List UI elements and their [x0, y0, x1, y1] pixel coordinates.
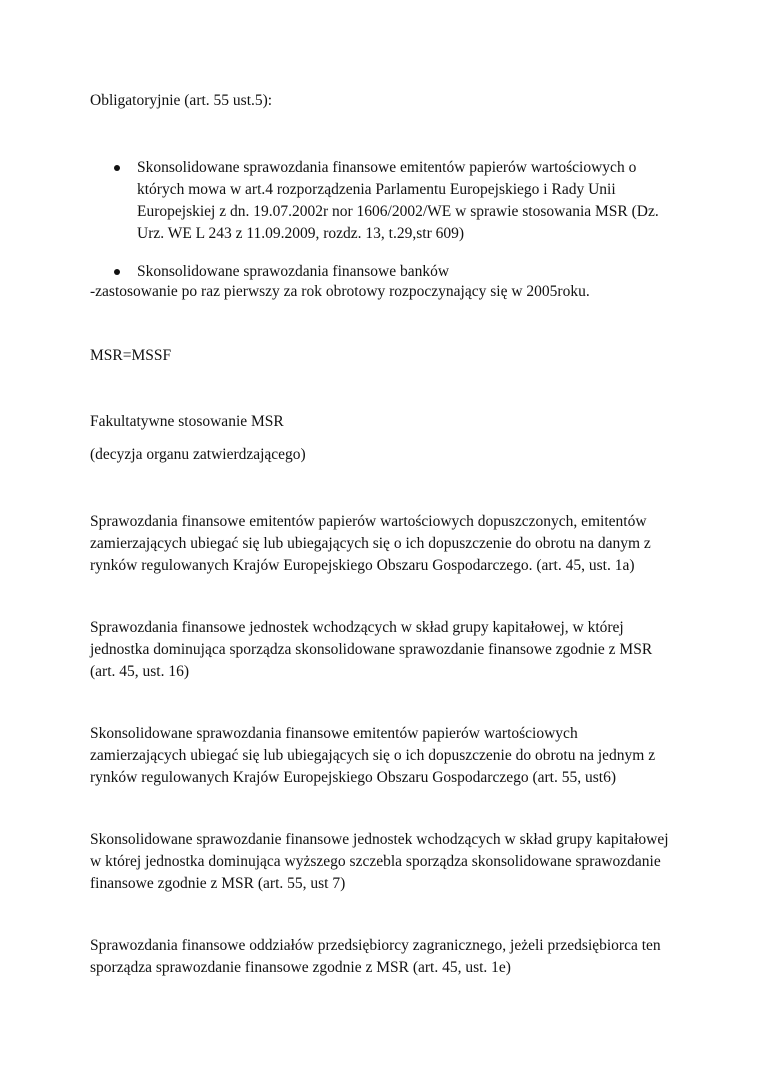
- bullet-line: Skonsolidowane sprawozdania finansowe banków: [137, 263, 450, 280]
- paragraph-line: Sprawozdania finansowe jednostek wchodzących w skład grupy kapitałowej, w której: [90, 619, 624, 636]
- paragraph: [90, 935, 670, 979]
- paragraph: [90, 511, 670, 577]
- bullet-list-1: [90, 157, 670, 245]
- bullet-icon: [114, 269, 120, 275]
- paragraph-line: w której jednostka dominująca wyższego szczebla sporządza skonsolidowane sprawozdanie: [90, 853, 661, 870]
- bullet-line: których mowa w art.4 rozporządzenia Parlamentu Europejskiego i Rady Unii: [137, 181, 616, 198]
- paragraph-line: Skonsolidowane sprawozdania finansowe emitentów papierów wartościowych: [90, 725, 578, 742]
- optional-title: Fakultatywne stosowanie MSR: [90, 413, 284, 430]
- paragraph: [90, 617, 670, 683]
- bullet-line: Skonsolidowane sprawozdania finansowe emitentów papierów wartościowych o: [137, 159, 637, 176]
- paragraph-line: (art. 45, ust. 16): [90, 663, 190, 680]
- paragraph: [90, 723, 670, 789]
- list-item: [90, 157, 670, 245]
- bullet-list-2: [90, 261, 670, 283]
- paragraph-line: Sprawozdania finansowe emitentów papierów wartościowych dopuszczonych, emitentów: [90, 513, 647, 530]
- paragraph: [90, 829, 670, 895]
- paragraph-line: finansowe zgodnie z MSR (art. 55, ust 7): [90, 875, 346, 892]
- paragraph-line: zamierzających ubiegać się lub ubiegających się o ich dopuszczenie do obrotu na danym z: [90, 535, 651, 552]
- bullet-icon: [114, 165, 120, 171]
- section-heading-obligatory: Obligatoryjnie (art. 55 ust.5):: [90, 92, 273, 109]
- paragraph-line: rynków regulowanych Krajów Europejskiego Obszaru Gospodarczego. (art. 45, ust. 1a): [90, 557, 635, 574]
- note-first-application: -zastosowanie po raz pierwszy za rok obrotowy rozpoczynający się w 2005roku.: [90, 283, 590, 300]
- paragraph-line: Skonsolidowane sprawozdanie finansowe jednostek wchodzących w skład grupy kapitałowej: [90, 831, 669, 848]
- optional-subtitle: (decyzja organu zatwierdzającego): [90, 446, 306, 463]
- bullet-line: Europejskiej z dn. 19.07.2002r nor 1606/2002/WE w sprawie stosowania MSR (Dz.: [137, 203, 659, 220]
- paragraph-line: rynków regulowanych Krajów Europejskiego Obszaru Gospodarczego (art. 55, ust6): [90, 769, 616, 786]
- paragraph-line: sporządza sprawozdanie finansowe zgodnie z MSR (art. 45, ust. 1e): [90, 959, 511, 976]
- bullet-line: Urz. WE L 243 z 11.09.2009, rozdz. 13, t.29,str 609): [137, 225, 465, 242]
- list-item: [90, 261, 670, 283]
- paragraph-line: zamierzających ubiegać się lub ubiegających się o ich dopuszczenie do obrotu na jednym z: [90, 747, 656, 764]
- equation-msr-mssf: MSR=MSSF: [90, 347, 172, 364]
- paragraph-line: jednostka dominująca sporządza skonsolidowane sprawozdanie finansowe zgodnie z MSR: [90, 641, 653, 658]
- paragraph-line: Sprawozdania finansowe oddziałów przedsiębiorcy zagranicznego, jeżeli przedsiębiorca ten: [90, 937, 661, 954]
